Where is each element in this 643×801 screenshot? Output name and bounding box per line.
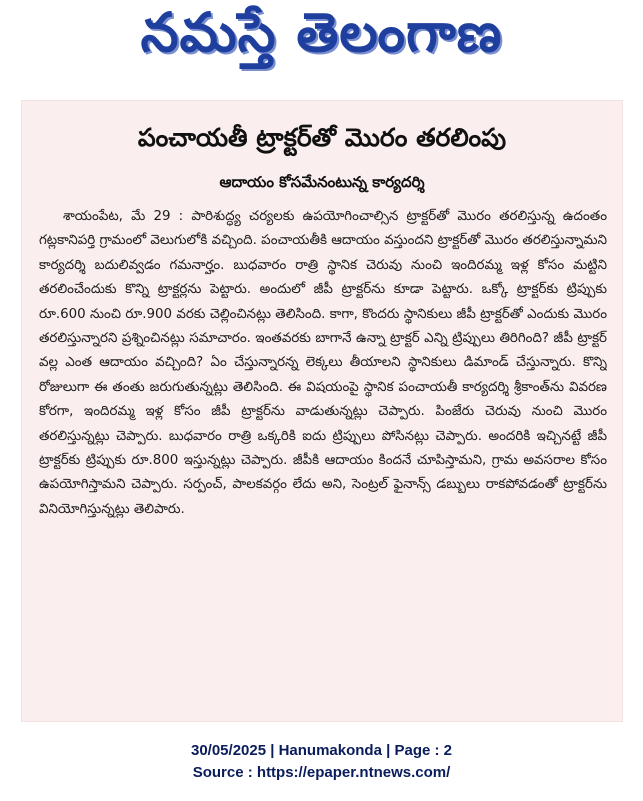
article-subheadline: ఆదాయం కోసమేనంటున్న కార్యదర్శి [219,173,425,191]
edition-info: 30/05/2025 | Hanumakonda | Page : 2 [190,742,452,759]
article-headline: పంచాయతీ ట్రాక్టర్‌తో మొరం తరలింపు [137,123,507,152]
article-body-text: శాయంపేట, మే 29 : పారిశుద్ధ్య చర్యలకు ఉపయోగించాల్సిన ట్రాక్టర్‌తో మొరం తరలిస్తున్న ఉదంతం గట్లకానిపర్తి గ్రామంలో వెలుగులోకి వచ్చింది. పంచాయతీకి ఆదాయం వస్తుందని ట్రాక్టర్‌తో మొరం తరలిస్తున్నామని కార్యదర్శి బదులివ్వడం గమనార్హం. బుధవారం రాత్రి స్థానిక చెరువు నుంచి ఇందిరమ్మ ఇళ్ల కోసం మట్టిని తరలించేందుకు కొన్ని ట్రాక్టర్లను పెట్టారు. అందులో జీపీ ట్రాక్టర్‌ను కూడా పెట్టారు. ఒక్కో ట్రాక్టర్‌కు ట్రిప్పుకు రూ.600 నుంచి రూ.900 వరకు చెల్లించినట్లు తెలిసింది. కాగా, కొందరు స్థానికులు జీపీ ట్రాక్టర్‌తో ఎందుకు మొరం తరలిస్తున్నారని ప్రశ్నించినట్లు సమాచారం. ఇంతవరకు బాగానే ఉన్నా ట్రాక్టర్ ఎన్ని ట్రిప్పులు తిరిగింది? జీపీ ట్రాక్టర్ వల్ల ఎంత ఆదాయం వచ్చింది? ఏం చేస్తున్నారన్న లెక్కలు తీయాలని స్థానికులు డిమాండ్ చేస్తున్నారు. కొన్ని రోజులుగా ఈ తంతు జరుగుతున్నట్లు తెలిసింది. ఈ విషయంపై స్థానిక పంచాయతీ కార్యదర్శి శ్రీకాంత్‌ను వివరణ కోరగా, ఇందిరమ్మ ఇళ్ల కోసం జీపీ ట్రాక్టర్‌ను వాడుతున్నట్లు చెప్పారు. పింజేరు చెరువు నుంచి మొరం తరలిస్తున్నట్లు చెప్పారు. బుధవారం రాత్రి ఒక్కరికి ఐదు ట్రిప్పులు పోసినట్లు చెప్పారు. అందరికి ఇచ్చినట్టే జీపీ ట్రాక్టర్‌కు ట్రిప్పుకు రూ.800 ఇస్తున్నట్లు చెప్పారు. జీపీకి ఆదాయం కిందనే చూపిస్తామని, గ్రామ అవసరాల కోసం ఉపయోగిస్తామని చెప్పారు. సర్పంచ్, పాలకవర్గం లేదు అని, సెంట్రల్ ఫైనాన్స్ డబ్బులు రాకపోవడంతో ట్రాక్టర్‌ను వినియోగిస్తున్నట్లు తెలిపారు. [39,209,607,517]
masthead [0,0,643,78]
article-body [39,205,607,715]
newspaper-logo: నమస్తే తెలంగాణ [140,0,503,64]
article-clipping [22,101,622,721]
source-link[interactable]: Source : https://epaper.ntnews.com/ [192,764,451,781]
